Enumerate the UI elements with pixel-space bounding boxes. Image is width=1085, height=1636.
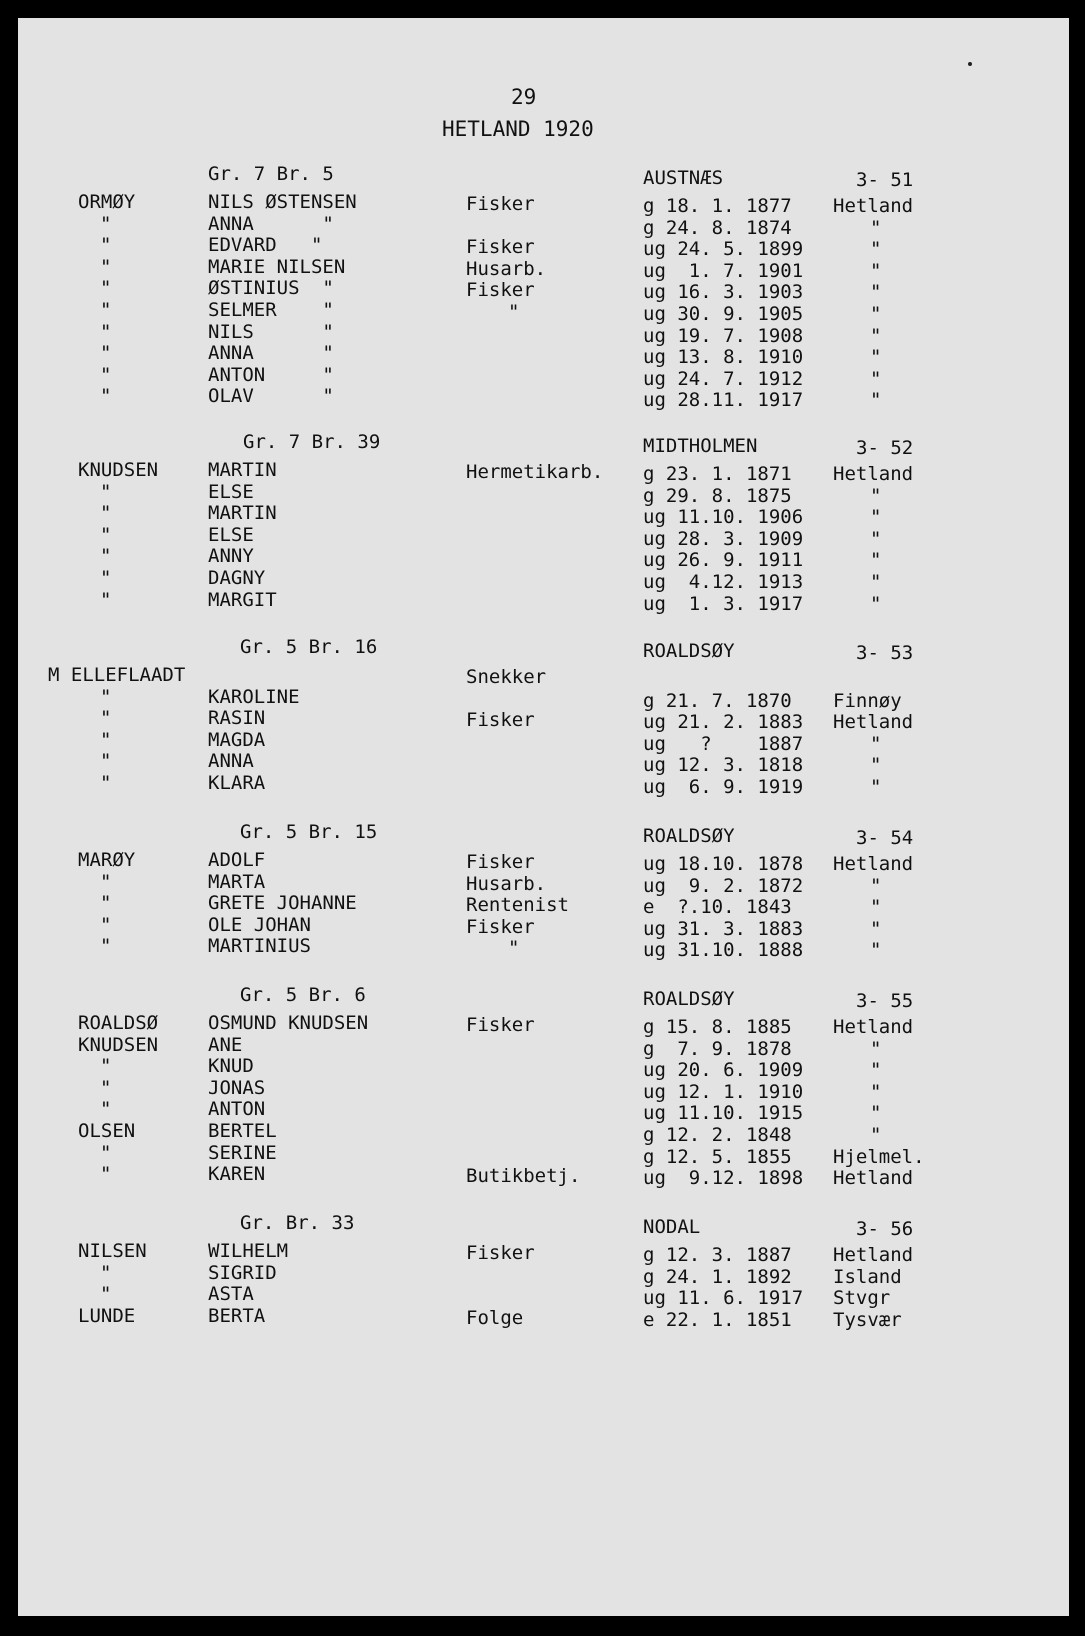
birthplace: " xyxy=(870,367,882,390)
given-name: ANNA " xyxy=(208,342,334,365)
surname: " xyxy=(100,892,112,915)
birth-date: ug 21. 2. 1883 xyxy=(643,711,804,734)
document-page xyxy=(18,18,1069,1616)
surname: M ELLEFLAADT xyxy=(48,664,186,686)
surname: " xyxy=(100,750,112,773)
birthplace: " xyxy=(870,1102,882,1125)
birth-date: g 7. 9. 1878 xyxy=(643,1037,792,1060)
given-name: KAROLINE xyxy=(208,685,300,708)
surname: " xyxy=(100,545,112,568)
birthplace: " xyxy=(870,238,882,261)
surname: " xyxy=(100,707,112,730)
given-name: OSMUND KNUDSEN xyxy=(208,1012,369,1034)
birthplace: " xyxy=(870,484,882,507)
surname: " xyxy=(100,277,112,300)
household-code: 3- 55 xyxy=(856,990,914,1012)
surname: OLSEN xyxy=(78,1120,136,1142)
birthplace: Hetland xyxy=(833,1167,914,1190)
birth-date: ug 31.10. 1888 xyxy=(643,939,804,962)
birthplace: " xyxy=(870,1124,882,1146)
birth-date: e ?.10. 1843 xyxy=(643,896,792,919)
given-name: OLE JOHAN xyxy=(208,913,311,936)
surname: " xyxy=(100,728,112,751)
given-name: MARGIT xyxy=(208,588,277,611)
occupation: Husarb. xyxy=(466,872,547,895)
birthplace: Hetland xyxy=(833,853,914,875)
birth-date: ug 11.10. 1915 xyxy=(643,1102,804,1125)
surname: " xyxy=(100,935,112,958)
surname: " xyxy=(100,342,112,365)
given-name: GRETE JOHANNE xyxy=(208,892,357,915)
occupation: Husarb. xyxy=(466,257,547,280)
given-name: ASTA xyxy=(208,1283,254,1306)
birth-date: e 22. 1. 1851 xyxy=(643,1308,792,1331)
birth-date: g 15. 8. 1885 xyxy=(643,1016,792,1038)
given-name: BERTEL xyxy=(208,1120,277,1142)
page-title: HETLAND 1920 xyxy=(442,117,594,141)
surname: " xyxy=(100,502,112,525)
given-name: KNUD xyxy=(208,1055,254,1078)
birth-date: ug 11. 6. 1917 xyxy=(643,1287,804,1310)
given-name: WILHELM xyxy=(208,1240,289,1262)
birthplace: " xyxy=(870,1037,882,1060)
household-code: 3- 54 xyxy=(856,827,914,849)
surname: LUNDE xyxy=(78,1304,136,1327)
given-name: EDVARD " xyxy=(208,234,323,257)
given-name: ADOLF xyxy=(208,849,266,871)
surname: ORMØY xyxy=(78,191,136,213)
birth-date: ug ? 1887 xyxy=(643,732,804,755)
birth-date: ug 9.12. 1898 xyxy=(643,1167,804,1190)
occupation: Fisker xyxy=(466,193,535,215)
surname: " xyxy=(100,212,112,235)
birthplace: " xyxy=(870,874,882,897)
given-name: SELMER " xyxy=(208,299,334,321)
birthplace: " xyxy=(870,303,882,325)
occupation: Fisker xyxy=(466,1014,535,1036)
surname: " xyxy=(100,299,112,321)
surname: NILSEN xyxy=(78,1240,147,1262)
given-name: ANNA " xyxy=(208,212,334,235)
given-name: KAREN xyxy=(208,1163,266,1186)
surname: " xyxy=(100,567,112,589)
surname: " xyxy=(100,523,112,546)
given-name: ØSTINIUS " xyxy=(208,277,334,300)
given-name: ANTON xyxy=(208,1098,266,1121)
surname: " xyxy=(100,385,112,408)
surname: " xyxy=(100,1283,112,1306)
place-name: ROALDSØY xyxy=(643,825,735,847)
surname: " xyxy=(100,870,112,893)
birthplace: " xyxy=(870,776,882,798)
birth-date: g 12. 2. 1848 xyxy=(643,1124,792,1146)
birthplace: " xyxy=(870,281,882,304)
occupation: Snekker xyxy=(466,666,547,688)
occupation: Rentenist xyxy=(466,894,569,917)
given-name: SERINE xyxy=(208,1141,277,1164)
given-name: ANTON " xyxy=(208,363,334,386)
surname: " xyxy=(100,1163,112,1186)
occupation: " xyxy=(508,937,520,960)
birthplace: " xyxy=(870,324,882,347)
given-name: ANE xyxy=(208,1033,243,1056)
place-name: ROALDSØY xyxy=(643,640,735,662)
birthplace: Stvgr xyxy=(833,1287,891,1310)
birth-date: ug 31. 3. 1883 xyxy=(643,917,804,940)
given-name: RASIN xyxy=(208,707,266,730)
occupation: Fisker xyxy=(466,1242,535,1264)
birth-date: ug 1. 7. 1901 xyxy=(643,259,804,282)
surname: " xyxy=(100,480,112,503)
birth-date: ug 28.11. 1917 xyxy=(643,389,804,412)
birth-date: ug 18.10. 1878 xyxy=(643,853,804,875)
occupation: Fisker xyxy=(466,915,535,938)
given-name: KLARA xyxy=(208,772,266,794)
birthplace: Island xyxy=(833,1265,902,1288)
given-name: MAGDA xyxy=(208,728,266,751)
birth-date: ug 13. 8. 1910 xyxy=(643,346,804,369)
birthplace: " xyxy=(870,1080,882,1103)
birth-date: g 12. 5. 1855 xyxy=(643,1145,792,1168)
birthplace: Finnøy xyxy=(833,689,902,712)
birth-date: g 24. 8. 1874 xyxy=(643,216,792,239)
group-label: Gr. 7 Br. 39 xyxy=(243,431,381,453)
given-name: DAGNY xyxy=(208,567,266,589)
given-name: BERTA xyxy=(208,1304,266,1327)
given-name: MARIE NILSEN xyxy=(208,255,346,278)
birthplace: " xyxy=(870,216,882,239)
birth-date: ug 16. 3. 1903 xyxy=(643,281,804,304)
group-label: Gr. 5 Br. 16 xyxy=(240,636,378,658)
occupation: Fisker xyxy=(466,851,535,873)
place-name: AUSTNÆS xyxy=(643,167,724,189)
surname: " xyxy=(100,588,112,611)
surname: " xyxy=(100,1098,112,1121)
given-name: ANNY xyxy=(208,545,254,568)
occupation: " xyxy=(508,301,520,323)
surname: " xyxy=(100,913,112,936)
household-code: 3- 53 xyxy=(856,642,914,664)
occupation: Butikbetj. xyxy=(466,1165,581,1188)
birthplace: " xyxy=(870,592,882,615)
place-name: MIDTHOLMEN xyxy=(643,435,758,457)
surname: " xyxy=(100,255,112,278)
given-name: MARTIN xyxy=(208,459,277,481)
surname: MARØY xyxy=(78,849,136,871)
birthplace: Hetland xyxy=(833,195,914,217)
group-label: Gr. 5 Br. 6 xyxy=(240,984,366,1006)
surname: ROALDSØ xyxy=(78,1012,159,1034)
birthplace: " xyxy=(870,732,882,755)
surname: KNUDSEN xyxy=(78,459,159,481)
birth-date: ug 1. 3. 1917 xyxy=(643,592,804,615)
household-code: 3- 56 xyxy=(856,1218,914,1240)
occupation: Folge xyxy=(466,1306,524,1329)
birthplace: " xyxy=(870,346,882,369)
given-name: ELSE xyxy=(208,480,254,503)
given-name: NILS " xyxy=(208,320,334,343)
birth-date: g 12. 3. 1887 xyxy=(643,1244,792,1266)
occupation: Fisker xyxy=(466,279,535,302)
birth-date: g 21. 7. 1870 xyxy=(643,689,792,712)
given-name: OLAV " xyxy=(208,385,334,408)
surname: " xyxy=(100,1141,112,1164)
birth-date: ug 9. 2. 1872 xyxy=(643,874,804,897)
household-code: 3- 52 xyxy=(856,437,914,459)
birthplace: Hetland xyxy=(833,463,914,485)
birthplace: " xyxy=(870,259,882,282)
birthplace: " xyxy=(870,939,882,962)
surname: " xyxy=(100,772,112,794)
birth-date: ug 12. 1. 1910 xyxy=(643,1080,804,1103)
birth-date: ug 30. 9. 1905 xyxy=(643,303,804,325)
birth-date: g 23. 1. 1871 xyxy=(643,463,792,485)
birth-date: ug 11.10. 1906 xyxy=(643,506,804,529)
place-name: ROALDSØY xyxy=(643,988,735,1010)
given-name: MARTIN xyxy=(208,502,277,525)
birthplace: " xyxy=(870,917,882,940)
surname: " xyxy=(100,234,112,257)
occupation: Hermetikarb. xyxy=(466,461,604,483)
birth-date: ug 4.12. 1913 xyxy=(643,571,804,593)
birth-date: ug 20. 6. 1909 xyxy=(643,1059,804,1082)
birthplace: " xyxy=(870,754,882,777)
group-label: Gr. 7 Br. 5 xyxy=(208,163,334,185)
birthplace: " xyxy=(870,389,882,412)
birthplace: " xyxy=(870,527,882,550)
birthplace: Tysvær xyxy=(833,1308,902,1331)
birthplace: Hetland xyxy=(833,711,914,734)
surname: " xyxy=(100,1055,112,1078)
birth-date: ug 6. 9. 1919 xyxy=(643,776,804,798)
birthplace: Hjelmel. xyxy=(833,1145,925,1168)
birthplace: " xyxy=(870,1059,882,1082)
given-name: SIGRID xyxy=(208,1261,277,1284)
surname: " xyxy=(100,320,112,343)
occupation: Fisker xyxy=(466,236,535,259)
page-number: 29 xyxy=(511,85,537,109)
birth-date: g 24. 1. 1892 xyxy=(643,1265,792,1288)
given-name: ANNA xyxy=(208,750,254,773)
birth-date: ug 26. 9. 1911 xyxy=(643,549,804,572)
given-name: MARTINIUS xyxy=(208,935,311,958)
place-name: NODAL xyxy=(643,1216,701,1238)
birth-date: ug 12. 3. 1818 xyxy=(643,754,804,777)
birthplace: Hetland xyxy=(833,1244,914,1266)
given-name: NILS ØSTENSEN xyxy=(208,191,357,213)
birth-date: g 18. 1. 1877 xyxy=(643,195,792,217)
birth-date: ug 24. 7. 1912 xyxy=(643,367,804,390)
birthplace: Hetland xyxy=(833,1016,914,1038)
birth-date: g 29. 8. 1875 xyxy=(643,484,792,507)
ink-dot xyxy=(968,62,972,66)
group-label: Gr. Br. 33 xyxy=(240,1212,355,1234)
birth-date: ug 24. 5. 1899 xyxy=(643,238,804,261)
surname: " xyxy=(100,1261,112,1284)
birth-date: ug 19. 7. 1908 xyxy=(643,324,804,347)
birthplace: " xyxy=(870,896,882,919)
birthplace: " xyxy=(870,571,882,593)
given-name: ELSE xyxy=(208,523,254,546)
given-name: MARTA xyxy=(208,870,266,893)
birth-date: ug 28. 3. 1909 xyxy=(643,527,804,550)
birthplace: " xyxy=(870,506,882,529)
household-code: 3- 51 xyxy=(856,169,914,191)
surname: KNUDSEN xyxy=(78,1033,159,1056)
surname: " xyxy=(100,1076,112,1099)
birthplace: " xyxy=(870,549,882,572)
surname: " xyxy=(100,363,112,386)
given-name: JONAS xyxy=(208,1076,266,1099)
occupation: Fisker xyxy=(466,709,535,732)
group-label: Gr. 5 Br. 15 xyxy=(240,821,378,843)
surname: " xyxy=(100,685,112,708)
